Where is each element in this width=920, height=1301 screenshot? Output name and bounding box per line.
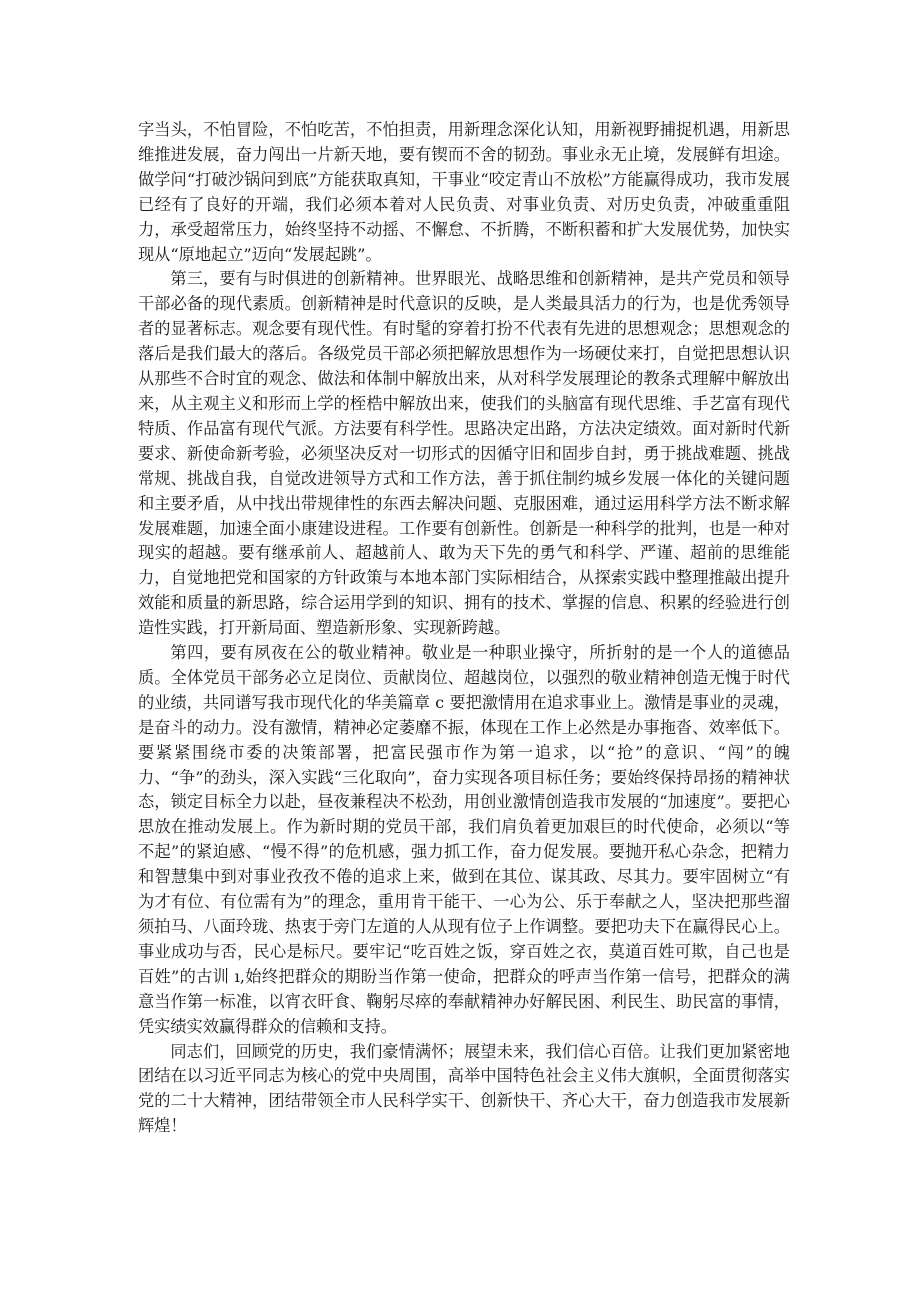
- paragraph-dedication-spirit: 第四，要有夙夜在公的敬业精神。敬业是一种职业操守，所折射的是一个人的道德品质。全体党员干部务必立足岗位、贡献岗位、超越岗位，以强烈的敬业精神创造无愧于时代的业绩，共同谱写我市现代化的华美篇章 c 要把激情用在追求事业上。激情是事业的灵魂，是奋斗的动力。没有激情，精神必定萎靡不振，体现在工作上必然是办事拖沓、效率低下。要紧紧围绕市委的决策部署，把富民强市作为第一追求，以“抢”的意识、“闯”的魄力、“争”的劲头，深入实践“三化取向”，奋力实现各项目标任务；要始终保持昂扬的精神状态，锁定目标全力以赴，昼夜兼程决不松劲，用创业激情创造我市发展的“加速度”。要把心思放在推动发展上。作为新时期的党员干部，我们肩负着更加艰巨的时代使命，必须以“等不起”的紧迫感、“慢不得”的危机感，强力抓工作，奋力促发展。要抛开私心杂念，把精力和智慧集中到对事业孜孜不倦的追求上来，做到在其位、谋其政、尽其力。要牢固树立“有为才有位、有位需有为”的理念，重用肯干能干、一心为公、乐于奉献之人，坚决把那些溜须拍马、八面玲珑、热衷于旁门左道的人从现有位子上作调整。要把功夫下在赢得民心上。事业成功与否，民心是标尺。要牢记“吃百姓之饭，穿百姓之衣，莫道百姓可欺，自己也是百姓”的古训 ı,始终把群众的期盼当作第一使命，把群众的呼声当作第一信号，把群众的满意当作第一标准，以宵衣旰食、鞠躬尽瘁的奉献精神办好解民困、利民生、助民富的事情，凭实绩实效赢得群众的信赖和支持。: [138, 643, 790, 1036]
- paragraph-closing: 同志们，回顾党的历史，我们豪情满怀；展望未来，我们信心百倍。让我们更加紧密地团结在以习近平同志为核心的党中央周围，高举中国特色社会主义伟大旗帜，全面贯彻落实党的二十大精神，团结带领全市人民科学实干、创新快干、齐心大干，奋力创造我市发展新辉煌！: [138, 1041, 790, 1136]
- document-page: [138, 118, 790, 1139]
- paragraph-continuation: 字当头，不怕冒险，不怕吃苦，不怕担责，用新理念深化认知，用新视野捕捉机遇，用新思维推进发展，奋力闯出一片新天地，要有锲而不舍的韧劲。事业永无止境，发展鲜有坦途。做学问“打破沙锅问到底”方能获取真知，干事业“咬定青山不放松”方能赢得成功，我市发展已经有了良好的开端，我们必须本着对人民负责、对事业负责、对历史负责，冲破重重阻力，承受超常压力，始终坚持不动摇、不懈怠、不折腾，不断积蓄和扩大发展优势，加快实现从“原地起立”迈向“发展起跳”。: [138, 120, 790, 264]
- paragraph-innovation-spirit: 第三，要有与时俱进的创新精神。世界眼光、战略思维和创新精神，是共产党员和领导干部必备的现代素质。创新精神是时代意识的反映，是人类最具活力的行为，也是优秀领导者的显著标志。观念要有现代性。有时髦的穿着打扮不代表有先进的思想观念；思想观念的落后是我们最大的落后。各级党员干部必须把解放思想作为一场硬仗来打，自觉把思想认识从那些不合时宜的观念、做法和体制中解放出来，从对科学发展理论的教条式理解中解放出来，从主观主义和形而上学的桎梏中解放出来，使我们的头脑富有现代思维、手艺富有现代特质、作品富有现代气派。方法要有科学性。思路决定出路，方法决定绩效。面对新时代新要求、新使命新考验，必须坚决反对一切形式的因循守旧和固步自封，勇于挑战难题、挑战常规、挑战自我，自觉改进领导方式和工作方法，善于抓住制约城乡发展一体化的关键问题和主要矛盾，从中找出带规律性的东西去解决问题、克服困难，通过运用科学方法不断求解发展难题，加速全面小康建设进程。工作要有创新性。创新是一种科学的批判，也是一种对现实的超越。要有继承前人、超越前人、敢为天下先的勇气和科学、严谨、超前的思维能力，自觉地把党和国家的方针政策与本地本部门实际相结合，从探索实践中整理推敲出提升效能和质量的新思路，综合运用学到的知识、拥有的技术、掌握的信息、积累的经验进行创造性实践，打开新局面、塑造新形象、实现新跨越。: [138, 269, 790, 638]
